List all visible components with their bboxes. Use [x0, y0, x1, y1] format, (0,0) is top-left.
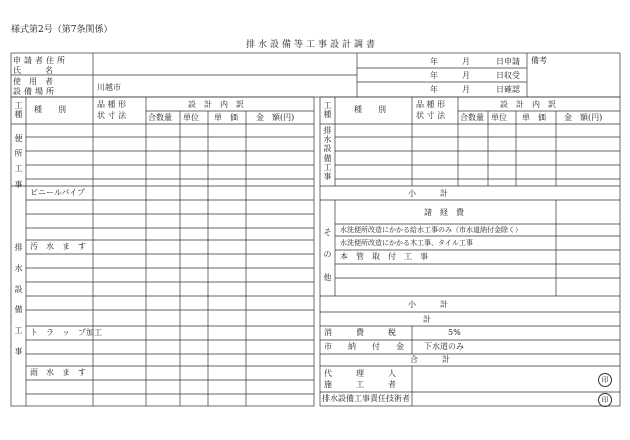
right-price-header: 単 価: [522, 113, 546, 122]
total-label: 計: [423, 315, 431, 324]
location-value: 川越市: [97, 83, 121, 92]
seal-engineer-icon: 印: [598, 393, 612, 407]
right-amount-header: 金 額(円): [564, 113, 603, 122]
contractor-label: 施 工 者: [324, 380, 396, 389]
right-qty-header: 合数量: [460, 113, 484, 122]
date-year-2: 年: [430, 71, 438, 80]
engineer-label: 排水設備工事責任技術者: [322, 394, 410, 403]
date-month-1: 月: [462, 57, 470, 66]
item-trap: ト ラ ッ プ加工: [30, 328, 102, 337]
applicant-name-label: 氏 名: [13, 66, 53, 75]
remarks-label: 備考: [531, 56, 547, 65]
location-label: 設備場所: [13, 87, 57, 96]
date-month-3: 月: [462, 85, 470, 94]
left-shubetsu-header: 種 別: [34, 105, 66, 114]
applicant-address-label: 申請者住所: [13, 56, 68, 65]
right-hinshu-header: 品 種 形: [416, 100, 446, 109]
other-item-2: 水洗便所改造にかかる木工事、タイル工事: [340, 239, 473, 247]
right-sekkei-header: 設 計 内 訳: [500, 100, 556, 109]
toilet-group-label: 便所工事: [14, 134, 23, 189]
drain-group-label: 排水設備工事: [14, 243, 23, 356]
right-koshu-header: 工種: [323, 101, 332, 120]
right-drain-group-label: 排水設備工事: [323, 126, 332, 181]
right-unit-header: 単位: [491, 113, 507, 122]
item-rain-masu: 雨 水 ま す: [30, 368, 86, 377]
payment-value: 下水道のみ: [424, 342, 464, 351]
left-sunpo-header: 状 寸 法: [97, 111, 127, 120]
agent-label: 代 理 人: [324, 369, 396, 378]
date-received: 日収受: [496, 71, 520, 80]
subtotal-2: 小 計: [408, 300, 448, 309]
date-month-2: 月: [462, 71, 470, 80]
other-item-1: 水洗便所改造にかかる給水工事のみ（市水道納付金除く）: [340, 226, 522, 234]
seal-contractor-icon: 印: [598, 373, 612, 387]
other-item-3: 本 管 取 付 工 事: [340, 252, 428, 261]
date-year-3: 年: [430, 85, 438, 94]
item-vinyl-pipe: ビニールパイプ: [30, 188, 86, 197]
other-group-label: その他: [323, 228, 332, 282]
left-qty-header: 合数量: [148, 113, 172, 122]
left-unit-header: 単位: [183, 113, 199, 122]
left-koshu-header: 工種: [14, 101, 23, 120]
grand-total-label: 合 計: [410, 355, 450, 364]
user-label: 使 用 者: [13, 77, 53, 86]
right-sunpo-header: 状 寸 法: [416, 111, 446, 120]
left-sekkei-header: 設 計 内 訳: [188, 100, 244, 109]
tax-label: 消 費 税: [324, 328, 396, 337]
right-shubetsu-header: 種 別: [354, 105, 386, 114]
date-applied: 日申請: [496, 57, 520, 66]
date-year-1: 年: [430, 57, 438, 66]
left-amount-header: 金 額(円): [256, 113, 295, 122]
misc-expense: 諸 経 費: [424, 208, 464, 217]
left-hinshu-header: 品 種 形: [97, 100, 127, 109]
tax-value: 5%: [448, 328, 461, 337]
date-confirmed: 日確認: [496, 85, 520, 94]
left-price-header: 単 価: [214, 113, 238, 122]
form-title: 排水設備等工事設計調書: [246, 40, 379, 50]
payment-label: 市 納 付 金: [324, 342, 404, 351]
item-sewage-masu: 汚 水 ま す: [30, 242, 86, 251]
form-number: 様式第2号（第7条関係）: [11, 25, 113, 35]
subtotal-1: 小 計: [408, 189, 448, 198]
